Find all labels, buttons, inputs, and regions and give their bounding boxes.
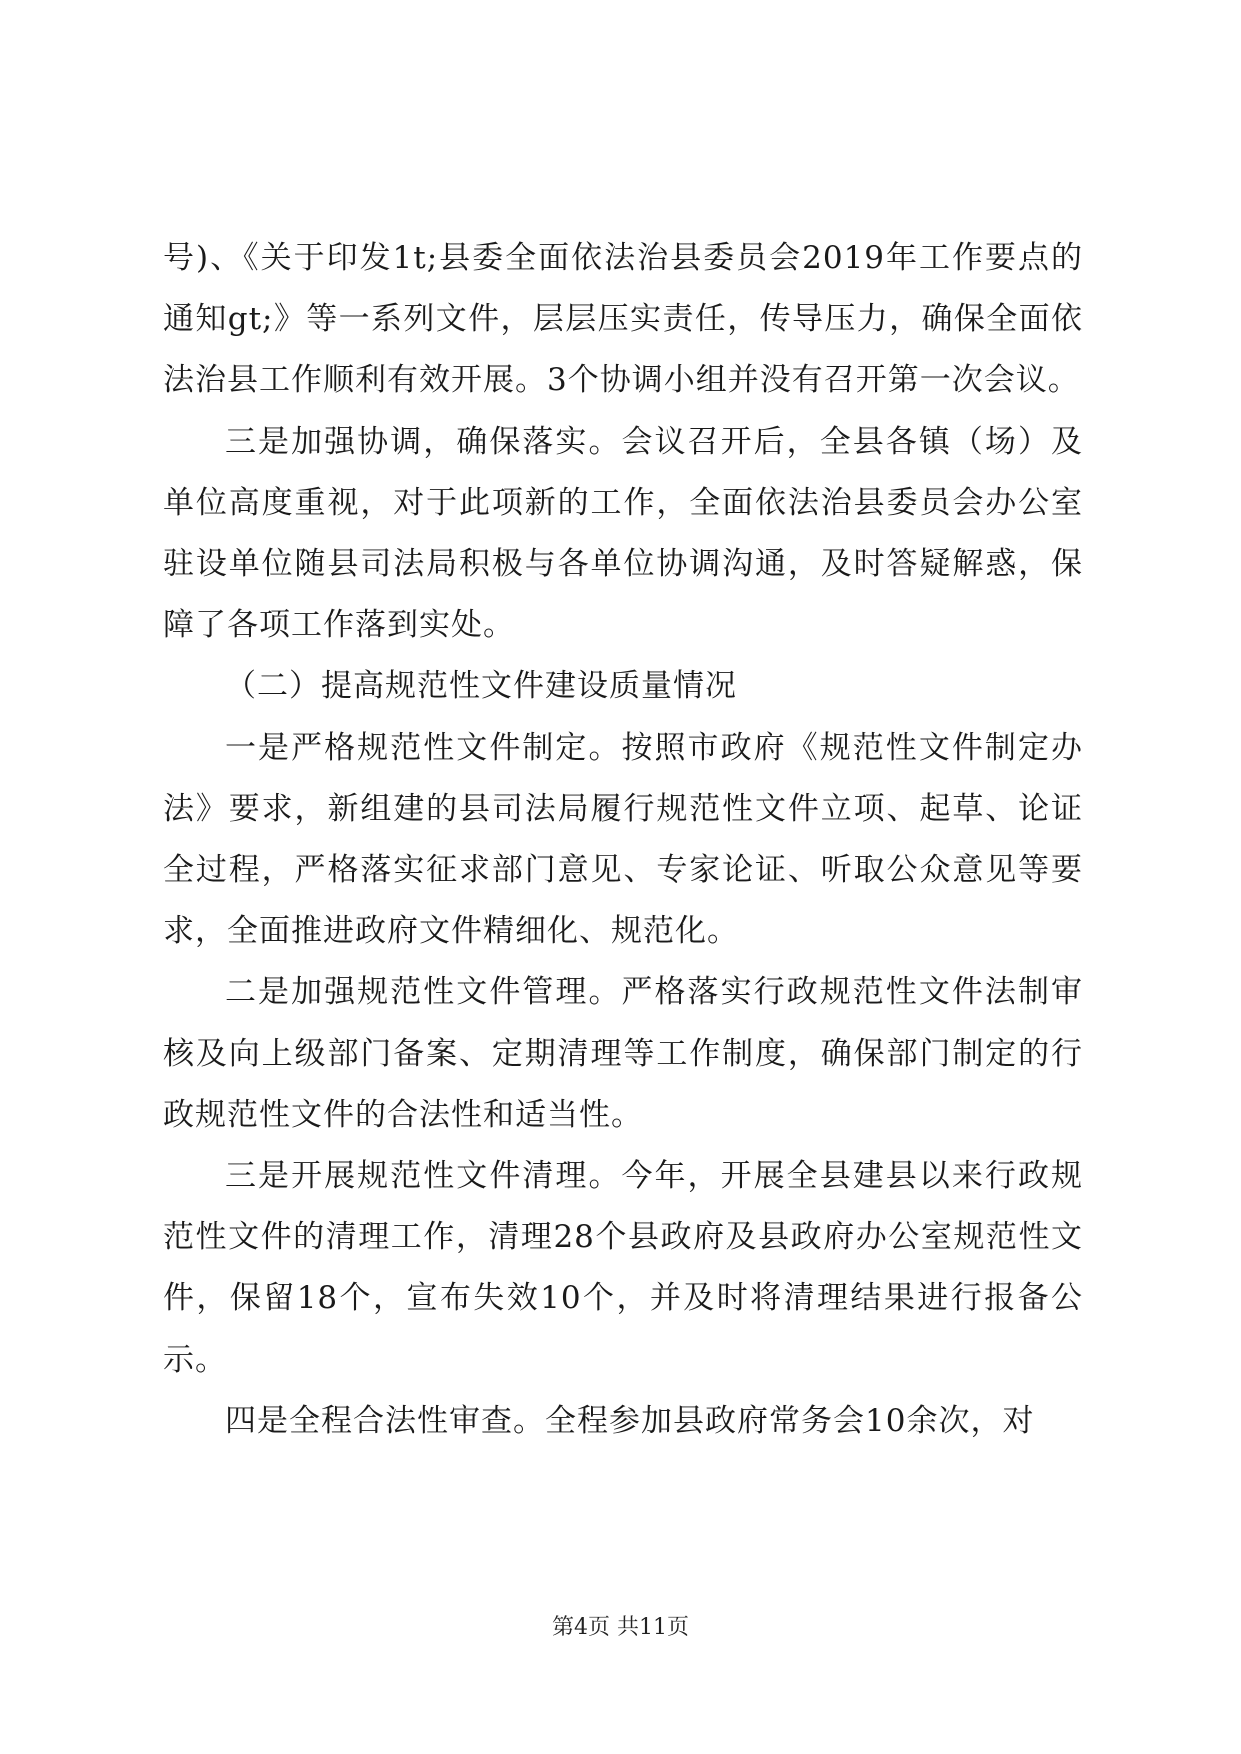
paragraph-coordination: 三是加强协调，确保落实。会议召开后，全县各镇（场）及单位高度重视，对于此项新的工作，全面依法治县委员会办公室驻设单位随县司法局积极与各单位协调沟通，及时答疑解惑，保障了各项工作落到实处。 — [163, 423, 1083, 644]
paragraph-legality-review: 四是全程合法性审查。全程参加县政府常务会10余次，对 — [225, 1402, 1035, 1439]
document-body — [163, 228, 1083, 1452]
paragraph-formulation: 一是严格规范性文件制定。按照市政府《规范性文件制定办法》要求，新组建的县司法局履行规范性文件立项、起草、论证全过程，严格落实征求部门意见、专家论证、听取公众意见等要求，全面推进政府文件精细化、规范化。 — [163, 729, 1083, 950]
page-footer: 第4页 共11页 — [552, 1615, 689, 1640]
paragraph-continuation: 号)、《关于印发1t;县委全面依法治县委员会2019年工作要点的通知gt;》等一系列文件，层层压实责任，传导压力，确保全面依法治县工作顺利有效开展。3个协调小组并没有召开第一次会议。 — [163, 240, 1083, 399]
section-heading: （二）提高规范性文件建设质量情况 — [225, 668, 737, 705]
paragraph-management: 二是加强规范性文件管理。严格落实行政规范性文件法制审核及向上级部门备案、定期清理等工作制度，确保部门制定的行政规范性文件的合法性和适当性。 — [163, 974, 1083, 1133]
paragraph-cleanup: 三是开展规范性文件清理。今年，开展全县建县以来行政规范性文件的清理工作，清理28个县政府及县政府办公室规范性文件，保留18个，宣布失效10个，并及时将清理结果进行报备公示。 — [163, 1158, 1083, 1378]
